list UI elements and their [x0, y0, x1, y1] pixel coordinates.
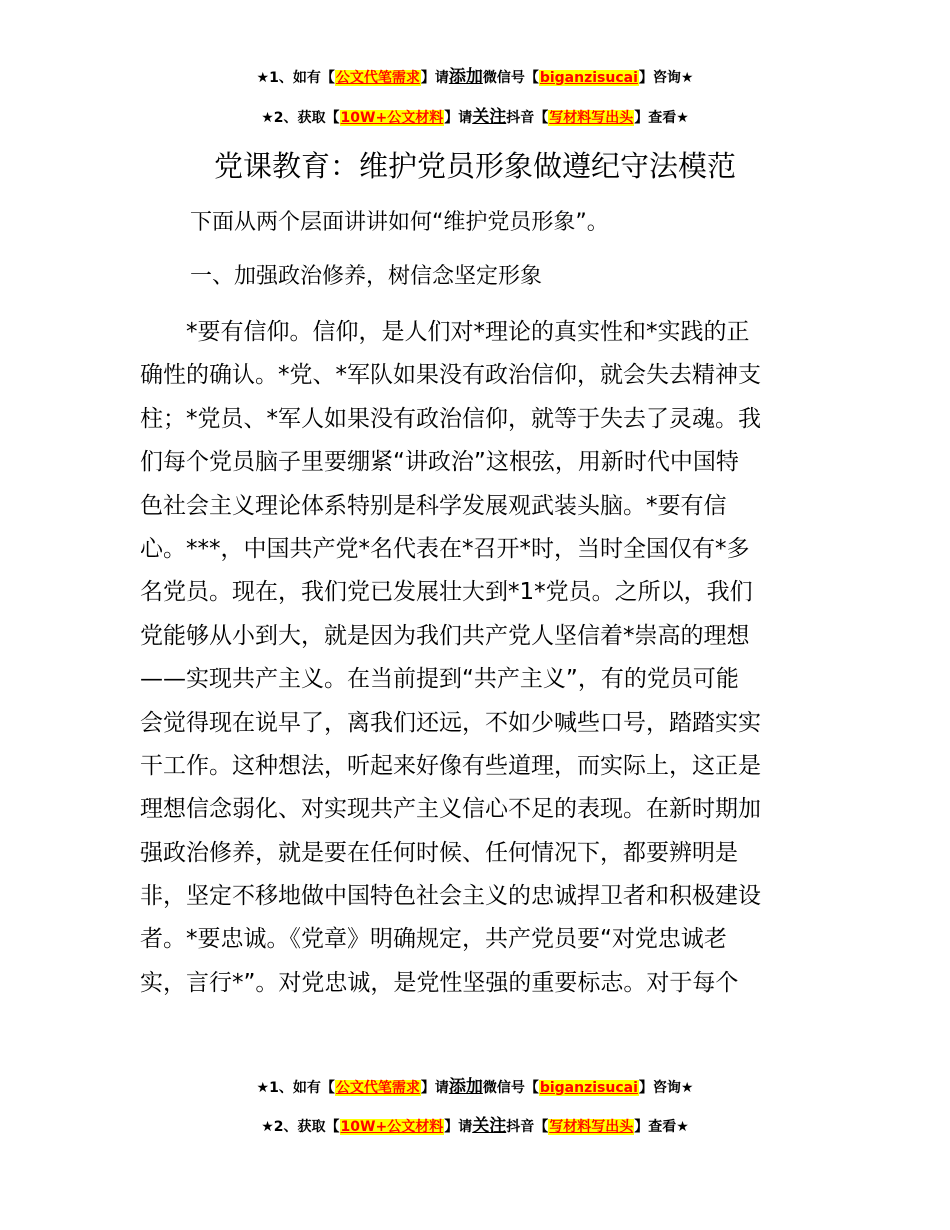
emphasis-follow: 关注 [472, 107, 507, 127]
body-line: 心。***，中国共产党*名代表在*召开*时，当时全国仅有*多 [140, 535, 750, 562]
body-line: ——实现共产主义。在当前提到“共产主义”，有的党员可能 [140, 666, 739, 693]
highlight-materials: 10W+公文材料 [340, 110, 444, 126]
footer-banner-line-2: ★2、获取【10W+公文材料】请关注抖音【写材料写出头】查看★ [261, 1116, 689, 1136]
section-heading: 一、加强政治修养，树信念坚定形象 [190, 264, 543, 289]
header-banner-line-2: ★2、获取【10W+公文材料】请关注抖音【写材料写出头】查看★ [261, 107, 689, 127]
highlight-ghostwriting: 公文代笔需求 [335, 1080, 420, 1096]
body-paragraph [140, 311, 820, 1005]
star-icon: ★ [256, 70, 270, 86]
star-icon: ★ [261, 110, 274, 126]
highlight-ghostwriting: 公文代笔需求 [335, 70, 420, 86]
body-line: 确性的确认。*党、*军队如果没有政治信仰，就会失去精神支 [140, 362, 761, 389]
body-line: *要有信仰。信仰，是人们对*理论的真实性和*实践的正 [186, 319, 750, 345]
body-line: 实，言行*”。对党忠诚，是党性坚强的重要标志。对于每个 [140, 969, 739, 996]
highlight-douyin: 写材料写出头 [549, 110, 634, 126]
highlight-materials: 10W+公文材料 [340, 1119, 444, 1135]
intro-paragraph: 下面从两个层面讲讲如何“维护党员形象”。 [190, 210, 609, 235]
body-line: 柱；*党员、*军人如果没有政治信仰，就等于失去了灵魂。我 [140, 405, 761, 432]
emphasis-follow: 关注 [472, 1116, 507, 1136]
body-line: 非，坚定不移地做中国特色社会主义的忠诚捍卫者和积极建设 [140, 883, 761, 910]
body-line: 们每个党员脑子里要绷紧“讲政治”这根弦，用新时代中国特 [140, 449, 739, 476]
body-line: 党能够从小到大，就是因为我们共产党人坚信着*崇高的理想 [140, 622, 750, 649]
body-line: 名党员。现在，我们党已发展壮大到*1*党员。之所以，我们 [140, 579, 753, 606]
body-line: 色社会主义理论体系特别是科学发展观武装头脑。*要有信 [140, 492, 727, 519]
emphasis-add: 添加 [448, 1077, 483, 1097]
body-line: 干工作。这种想法，听起来好像有些道理，而实际上，这正是 [140, 752, 761, 779]
header-banner-line-1: ★1、如有【公文代笔需求】请添加微信号【biganzisucai】咨询★ [256, 67, 694, 87]
footer-banner-line-1: ★1、如有【公文代笔需求】请添加微信号【biganzisucai】咨询★ [256, 1077, 694, 1097]
body-line: 理想信念弱化、对实现共产主义信心不足的表现。在新时期加 [140, 796, 761, 823]
highlight-wechat-id: biganzisucai [539, 1080, 638, 1096]
body-line: 者。*要忠诚。《党章》明确规定，共产党员要“对党忠诚老 [140, 926, 727, 953]
star-icon: ★ [261, 1119, 274, 1135]
emphasis-add: 添加 [448, 67, 483, 87]
highlight-douyin: 写材料写出头 [549, 1119, 634, 1135]
body-line: 会觉得现在说早了，离我们还远，不如少喊些口号，踏踏实实 [140, 709, 761, 736]
star-icon: ★ [256, 1080, 270, 1096]
body-line: 强政治修养，就是要在任何时候、任何情况下，都要辨明是 [140, 839, 738, 866]
highlight-wechat-id: biganzisucai [539, 70, 638, 86]
document-title: 党课教育：维护党员形象做遵纪守法模范 [213, 149, 736, 183]
